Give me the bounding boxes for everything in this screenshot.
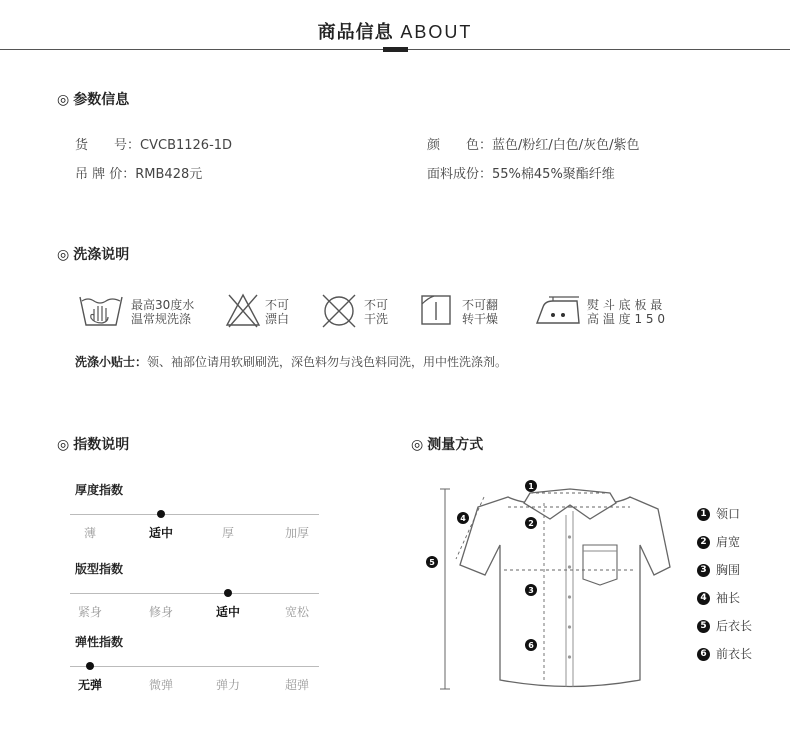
bullet-icon: ◎ — [57, 247, 70, 263]
legend-number-badge: 1 — [697, 508, 710, 521]
index-scale-title: 厚度指数 — [75, 483, 124, 497]
legend-label: 后衣长 — [716, 619, 753, 633]
index-scale-track — [70, 666, 319, 667]
wash-label-hand: 最高30度水 温常规洗涤 — [131, 298, 195, 326]
measure-legend-item — [697, 617, 752, 634]
index-scale-option: 紧身 — [77, 605, 102, 619]
index-scale-title: 弹性指数 — [75, 635, 124, 649]
no-tumble-dry-icon — [420, 294, 454, 328]
index-scale-option: 厚 — [221, 526, 234, 540]
param-fabric: 面料成份：55%棉45%聚酯纤维 — [427, 167, 615, 182]
index-scale-option: 无弹 — [77, 678, 102, 692]
legend-number-badge: 4 — [697, 592, 710, 605]
index-heading: ◎ 指数说明 — [57, 437, 130, 453]
legend-number-badge: 6 — [697, 648, 710, 661]
wash-label-tumble: 不可翻 转干燥 — [462, 298, 499, 326]
index-scale-marker — [157, 510, 165, 518]
index-scale-option: 微弹 — [148, 678, 173, 692]
index-scale-title: 版型指数 — [75, 562, 124, 576]
page-title — [0, 18, 790, 44]
index-scale-option: 适中 — [148, 526, 173, 540]
svg-text:4: 4 — [460, 514, 466, 523]
legend-number-badge: 2 — [697, 536, 710, 549]
hand-wash-icon — [78, 291, 126, 329]
legend-label: 领口 — [716, 507, 741, 521]
index-scale-marker — [224, 589, 232, 597]
param-sku: 货 号：CVCB1126-1D — [75, 138, 233, 153]
title-cn: 商品信息 — [317, 22, 394, 43]
index-scale-option: 加厚 — [284, 526, 309, 540]
svg-text:5: 5 — [429, 558, 435, 567]
bullet-icon: ◎ — [57, 437, 70, 453]
index-scale-option: 适中 — [215, 605, 240, 619]
param-color: 颜 色：蓝色/粉红/白色/灰色/紫色 — [427, 138, 640, 153]
bullet-icon: ◎ — [411, 437, 424, 453]
title-rule-accent — [383, 47, 408, 52]
svg-text:2: 2 — [528, 519, 534, 528]
index-scale-track — [70, 593, 319, 594]
measure-heading: ◎ 测量方式 — [411, 437, 484, 453]
param-price: 吊 牌 价：RMB428元 — [75, 167, 203, 182]
measure-legend-item — [697, 561, 740, 578]
bullet-icon: ◎ — [57, 92, 70, 108]
washing-heading: ◎ 洗涤说明 — [57, 247, 130, 263]
measure-legend-item — [697, 533, 740, 550]
index-scale-option: 弹力 — [215, 678, 240, 692]
index-scale-option: 超弹 — [284, 678, 309, 692]
iron-icon — [533, 295, 585, 327]
wash-tip-text: 领、袖部位请用软刷刷洗，深色料勿与浅色料同洗，用中性洗涤剂。 — [147, 355, 508, 369]
legend-number-badge: 5 — [697, 620, 710, 633]
legend-label: 肩宽 — [716, 535, 741, 549]
wash-label-bleach: 不可 漂白 — [265, 298, 290, 326]
params-heading: ◎ 参数信息 — [57, 92, 130, 108]
measure-legend-item — [697, 505, 740, 522]
svg-text:3: 3 — [528, 586, 534, 595]
legend-label: 胸围 — [716, 563, 741, 577]
no-dry-clean-icon — [320, 293, 358, 329]
index-scale-marker — [86, 662, 94, 670]
measure-legend-item — [697, 589, 740, 606]
index-scale-option: 薄 — [83, 526, 96, 540]
index-scale-option: 修身 — [148, 605, 173, 619]
legend-number-badge: 3 — [697, 564, 710, 577]
measure-legend-item — [697, 645, 752, 662]
wash-tip-label: 洗涤小贴士： — [75, 355, 148, 369]
shirt-diagram — [420, 475, 680, 700]
svg-text:6: 6 — [528, 641, 534, 650]
index-scale-track — [70, 514, 319, 515]
wash-label-dry-clean: 不可 干洗 — [364, 298, 389, 326]
wash-label-iron: 熨 斗 底 板 最 高 温 度 1 5 0 — [587, 298, 665, 326]
no-bleach-icon — [225, 291, 261, 329]
title-en: ABOUT — [400, 22, 473, 42]
svg-text:1: 1 — [528, 482, 534, 491]
index-scale-option: 宽松 — [284, 605, 309, 619]
wash-tip — [75, 353, 507, 370]
legend-label: 前衣长 — [716, 647, 753, 661]
legend-label: 袖长 — [716, 591, 741, 605]
